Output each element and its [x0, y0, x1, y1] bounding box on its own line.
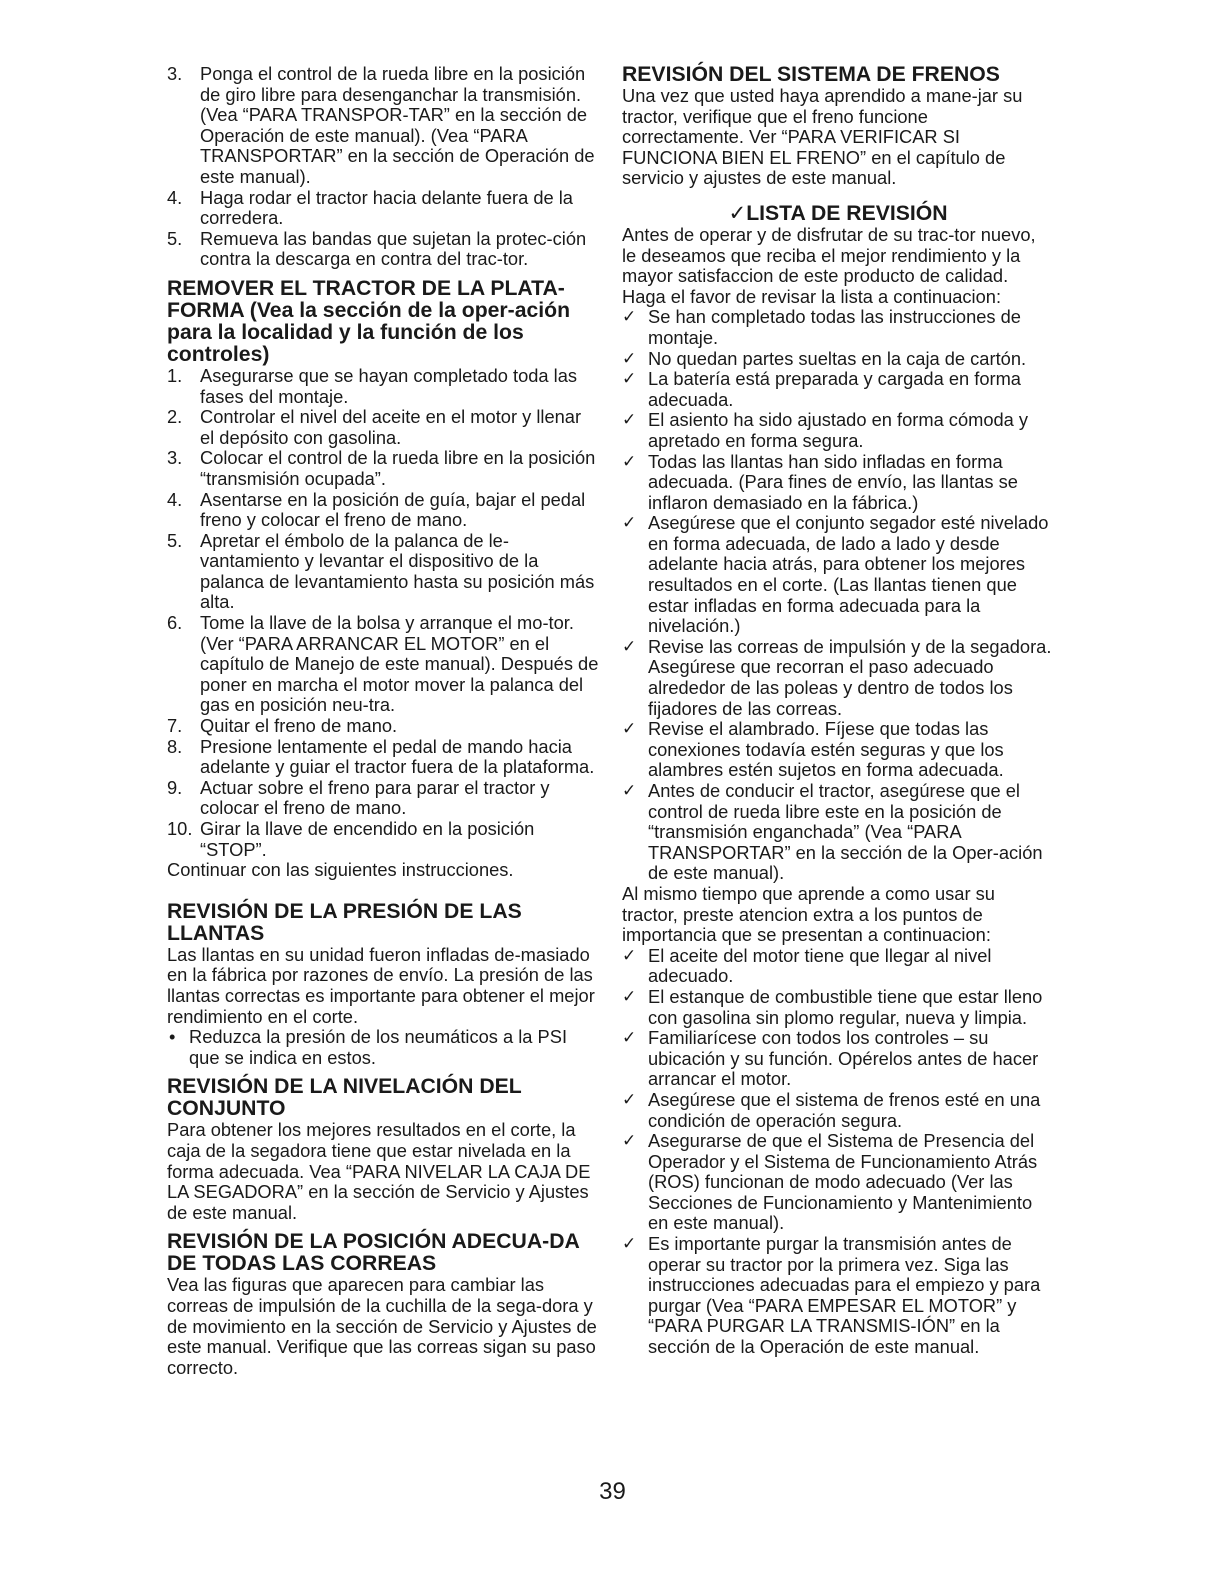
list-item: 5. Remueva las bandas que sujetan la protec-ción contra la descarga en contra del trac-tor. — [167, 227, 587, 270]
list-item: ✓ Revise las correas de impulsión y de la segadora. Asegúrese que recorran el paso adecuado alrededor de las poleas y dentro de todos los fijadores de las correas. — [622, 635, 1052, 719]
check-icon: ✓ — [622, 369, 637, 389]
mismo-tiempo-paragraph: Al mismo tiempo que aprende a como usar su tractor, preste atencion extra a los puntos de importancia que se presentan a continuacion: — [622, 882, 995, 946]
remover-steps-list — [167, 366, 599, 860]
check-icon: ✓ — [622, 1089, 637, 1109]
check-icon: ✓ — [622, 781, 637, 800]
right-column — [622, 64, 1054, 1358]
list-item: ✓ Asegurarse de que el Sistema de Presencia del Operador y el Sistema de Funcionamiento Atrás (ROS) funcionan de modo adecuado (Ver las Secciones de Funcionamiento y Mantenimiento en este manual). — [622, 1130, 1038, 1234]
lista-intro-paragraph: Antes de operar y de disfrutar de su trac-tor nuevo, le deseamos que reciba el mejor rendimiento y la mayor satisfaccion de este producto de calidad. — [622, 223, 1036, 287]
list-item: 8. Presione lentamente el pedal de mando hacia adelante y guiar el tractor fuera de la plataforma. — [167, 735, 595, 778]
bullet-icon: • — [169, 1026, 176, 1048]
lista-lead-paragraph: Haga el favor de revisar la lista a continuacion: — [622, 285, 1002, 307]
list-item: 7. Quitar el freno de mano. — [167, 715, 398, 737]
check-icon: ✓ — [622, 986, 637, 1006]
page-number: 39 — [599, 1478, 626, 1505]
list-item: 5. Apretar el émbolo de la palanca de le-vantamiento y levantar el dispositivo de la palanca de levantamiento hasta su posición más alta. — [167, 529, 595, 613]
check-icon: ✓ — [622, 513, 637, 533]
intro-steps-list — [167, 64, 599, 270]
list-item: 1. Asegurarse que se hayan completado toda las fases del montaje. — [167, 364, 578, 407]
list-item: ✓ El aceite del motor tiene que llegar al nivel adecuado. — [622, 944, 992, 987]
checklist-primary — [622, 307, 1054, 884]
list-item: 2. Controlar el nivel del aceite en el motor y llenar el depósito con gasolina. — [167, 406, 582, 448]
list-item: 3. Ponga el control de la rueda libre en la posición de giro libre para desenganchar la transmisión. (Vea “PARA TRANSPOR-TAR” en la sección de Operación de este manual). (Vea “PARA TRANSPORTAR” en la sección de Operación de este manual). — [167, 63, 595, 187]
list-item: ✓ Asegúrese que el sistema de frenos esté en una condición de operación segura. — [622, 1088, 1041, 1131]
check-icon: ✓ — [622, 719, 637, 739]
correas-paragraph: Vea las figuras que aparecen para cambiar las correas de impulsión de la cuchilla de la sega-dora y de movimiento en la sección de Servicio y Ajustes de este manual. Verifique que las correas sigan su paso correcto. — [167, 1274, 597, 1378]
list-item: • Reduzca la presión de los neumáticos a la PSI que se indica en estos. — [169, 1026, 568, 1068]
presion-bullet-list — [167, 1027, 599, 1068]
list-item: ✓ Familiarícese con todos los controles – su ubicación y su función. Opérelos antes de hacer arrancar el motor. — [622, 1027, 1039, 1090]
list-item: ✓ La batería está preparada y cargada en forma adecuada. — [622, 368, 1021, 410]
check-icon: ✓ — [622, 410, 637, 430]
checklist-secondary — [622, 946, 1054, 1358]
list-item: ✓ Se han completado todas las instrucciones de montaje. — [622, 306, 1021, 348]
check-icon: ✓ — [622, 1234, 637, 1254]
frenos-paragraph: Una vez que usted haya aprendido a mane-jar su tractor, verifique que el freno funcione correctamente. Ver “PARA VERIFICAR SI FUNCIONA BIEN EL FRENO” en el capítulo de servicio y ajustes de este manual. — [622, 85, 1023, 189]
check-icon: ✓ — [622, 1028, 637, 1048]
list-item: ✓ Es importante purgar la transmisión antes de operar su tractor por la primera vez. Siga las instrucciones adecuadas para el empiezo y para purgar (Vea “PARA EMPESAR EL MOTOR” y “PARA PURGAR LA TRANSMIS-IÓN” en la sección de la Operación de este manual. — [622, 1233, 1041, 1358]
check-icon: ✓ — [622, 307, 637, 327]
nivelacion-paragraph: Para obtener los mejores resultados en el corte, la caja de la segadora tiene que estar nivelada en la forma adecuada. Vea “PARA NIVELAR LA CAJA DE LA SEGADORA” en la sección de Servicio y Ajustes de este manual. — [167, 1119, 591, 1223]
left-column — [167, 64, 599, 1378]
list-item: 4. Asentarse en la posición de guía, bajar el pedal freno y colocar el freno de mano. — [167, 488, 586, 531]
list-item: ✓ No quedan partes sueltas en la caja de cartón. — [622, 347, 1027, 369]
check-icon: ✓ — [622, 348, 637, 368]
check-icon: ✓ — [622, 945, 637, 965]
check-icon: ✓ — [622, 451, 637, 471]
list-item: 9. Actuar sobre el freno para parar el tractor y colocar el freno de mano. — [167, 776, 550, 819]
section-heading-correas: REVISIÓN DE LA POSICIÓN ADECUA-DA DE TODAS LAS CORREAS — [167, 1230, 580, 1276]
check-icon: ✓ — [622, 1131, 637, 1151]
list-item: ✓ El estanque de combustible tiene que estar lleno con gasolina sin plomo regular, nueva y limpia. — [622, 985, 1043, 1028]
section-heading-frenos: REVISIÓN DEL SISTEMA DE FRENOS — [622, 63, 1000, 86]
section-heading-lista: ✓LISTA DE REVISIÓN — [728, 201, 948, 225]
presion-paragraph: Las llantas en su unidad fueron infladas de-masiado en la fábrica por razones de envío. La presión de las llantas correctas es importante para obtener el mejor rendimiento en el corte. — [167, 943, 595, 1027]
list-item: 6. Tome la llave de la bolsa y arranque el mo-tor. (Ver “PARA ARRANCAR EL MOTOR” en el capítulo de Manejo de este manual). Después de poner en marcha el motor mover la palanca del gas en posición neu-tra. — [167, 612, 599, 716]
list-item: ✓ Todas las llantas han sido infladas en forma adecuada. (Para fines de envío, las llantas se inflaron demasiado en la fábrica.) — [622, 450, 1018, 513]
list-item: 10. Girar la llave de encendido en la posición “STOP”. — [167, 818, 535, 860]
list-item: 4. Haga rodar el tractor hacia delante fuera de la corredera. — [167, 186, 573, 229]
list-item: ✓ Antes de conducir el tractor, asegúrese que el control de rueda libre este en la posición de “transmisión enganchada” (Vea “PARA TRANSPORTAR” en la sección de la Oper-ación de este manual). — [622, 780, 1043, 884]
section-heading-presion: REVISIÓN DE LA PRESIÓN DE LAS LLANTAS — [167, 899, 522, 945]
list-item: ✓ El asiento ha sido ajustado en forma cómoda y apretado en forma segura. — [622, 409, 1029, 451]
remover-footer-text: Continuar con las siguientes instrucciones. — [167, 859, 514, 881]
list-item: 3. Colocar el control de la rueda libre en la posición “transmisión ocupada”. — [167, 447, 596, 489]
list-item: ✓ Asegúrese que el conjunto segador esté nivelado en forma adecuada, de lado a lado y desde adelante hacia atrás, para obtener los mejores resultados en el corte. (Las llantas tienen que estar infladas en forma adecuada para la nivelación.) — [622, 512, 1049, 637]
section-heading-nivelacion: REVISIÓN DE LA NIVELACIÓN DEL CONJUNTO — [167, 1075, 522, 1121]
check-icon: ✓ — [622, 636, 637, 656]
section-heading-remover: REMOVER EL TRACTOR DE LA PLATA-FORMA (Vea la sección de la oper-ación para la localidad y la función de los controles) — [167, 276, 571, 366]
list-item: ✓ Revise el alambrado. Fíjese que todas las conexiones todavía estén seguras y que los alambres estén sujetos en forma adecuada. — [622, 718, 1004, 781]
